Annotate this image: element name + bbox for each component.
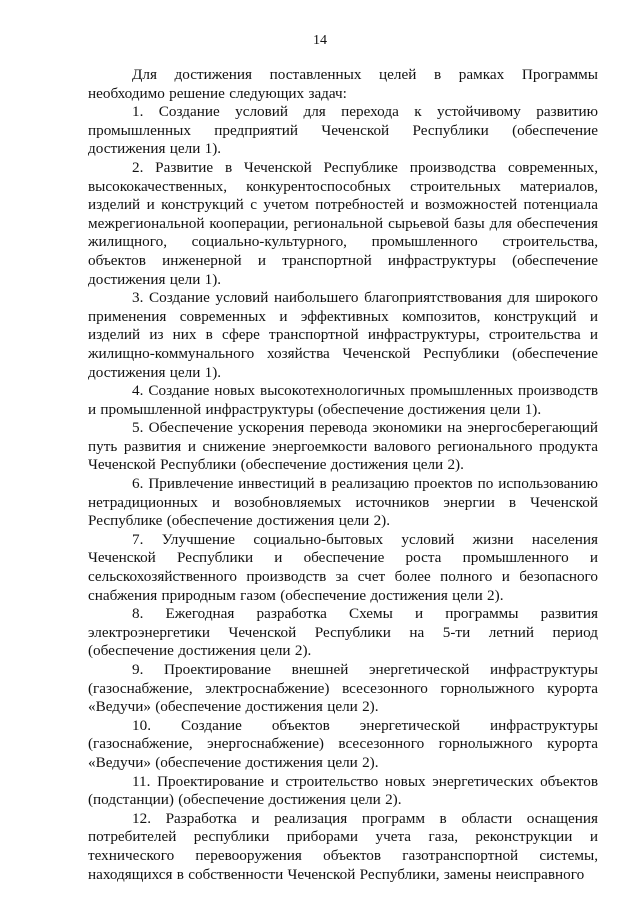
document-body <box>88 66 598 884</box>
task-paragraph-1: 1. Создание условий для перехода к устойчивому развитию промышленных предприятий Чеченской Республики (обеспечение достижения цели 1). <box>88 103 598 158</box>
task-paragraph-3: 3. Создание условий наибольшего благоприятствования для широкого применения современных и эффективных композитов, конструкций и изделий из них в сфере транспортной инфраструктуры, строительства и жилищно-коммунального хозяйства Чеченской Республики (обеспечение достижения цели 1). <box>88 289 598 381</box>
task-paragraph-10: 10. Создание объектов энергетической инфраструктуры (газоснабжение, энергоснабжение) всесезонного горнолыжного курорта «Ведучи» (обеспечение достижения цели 2). <box>88 716 598 771</box>
task-paragraph-9: 9. Проектирование внешней энергетической инфраструктуры (газоснабжение, электроснабжение) всесезонного горнолыжного курорта «Ведучи» (обеспечение достижения цели 2). <box>88 661 598 716</box>
task-paragraph-7: 7. Улучшение социально-бытовых условий жизни населения Чеченской Республики и обеспечение роста промышленного и сельскохозяйственного производств за счет более полного и безопасного снабжения природным газом (обеспечение достижения цели 2). <box>88 530 598 604</box>
intro-paragraph: Для достижения поставленных целей в рамках Программы необходимо решение следующих задач: <box>88 66 598 102</box>
page-number: 14 <box>313 33 327 48</box>
task-paragraph-6: 6. Привлечение инвестиций в реализацию проектов по использованию нетрадиционных и возобновляемых источников энергии в Чеченской Республике (обеспечение достижения цели 2). <box>88 475 598 530</box>
task-paragraph-12: 12. Разработка и реализация программ в области оснащения потребителей республики приборами учета газа, реконструкции и технического перевооружения объектов газотранспортной системы, находящихся в собственности Чеченской Республики, замены неисправного <box>88 809 598 883</box>
task-paragraph-8: 8. Ежегодная разработка Схемы и программы развития электроэнергетики Чеченской Республики на 5-ти летний период (обеспечение достижения цели 2). <box>88 605 598 660</box>
task-paragraph-2: 2. Развитие в Чеченской Республике производства современных, высококачественных, конкурентоспособных строительных материалов, изделий и конструкций с учетом потребностей и возможностей потенциала межрегиональной кооперации, региональной сырьевой базы для обеспечения жилищного, социально-культурного, промышленного строительства, объектов инженерной и транспортной инфраструктуры (обеспечение достижения цели 1). <box>88 158 598 288</box>
task-paragraph-11: 11. Проектирование и строительство новых энергетических объектов (подстанции) (обеспечение достижения цели 2). <box>88 772 598 809</box>
task-paragraph-5: 5. Обеспечение ускорения перевода экономики на энергосберегающий путь развития и снижение энергоемкости валового регионального продукта Чеченской Республики (обеспечение достижения цели 2). <box>88 419 598 474</box>
task-paragraph-4: 4. Создание новых высокотехнологичных промышленных производств и промышленной инфраструктуры (обеспечение достижения цели 1). <box>88 382 598 418</box>
